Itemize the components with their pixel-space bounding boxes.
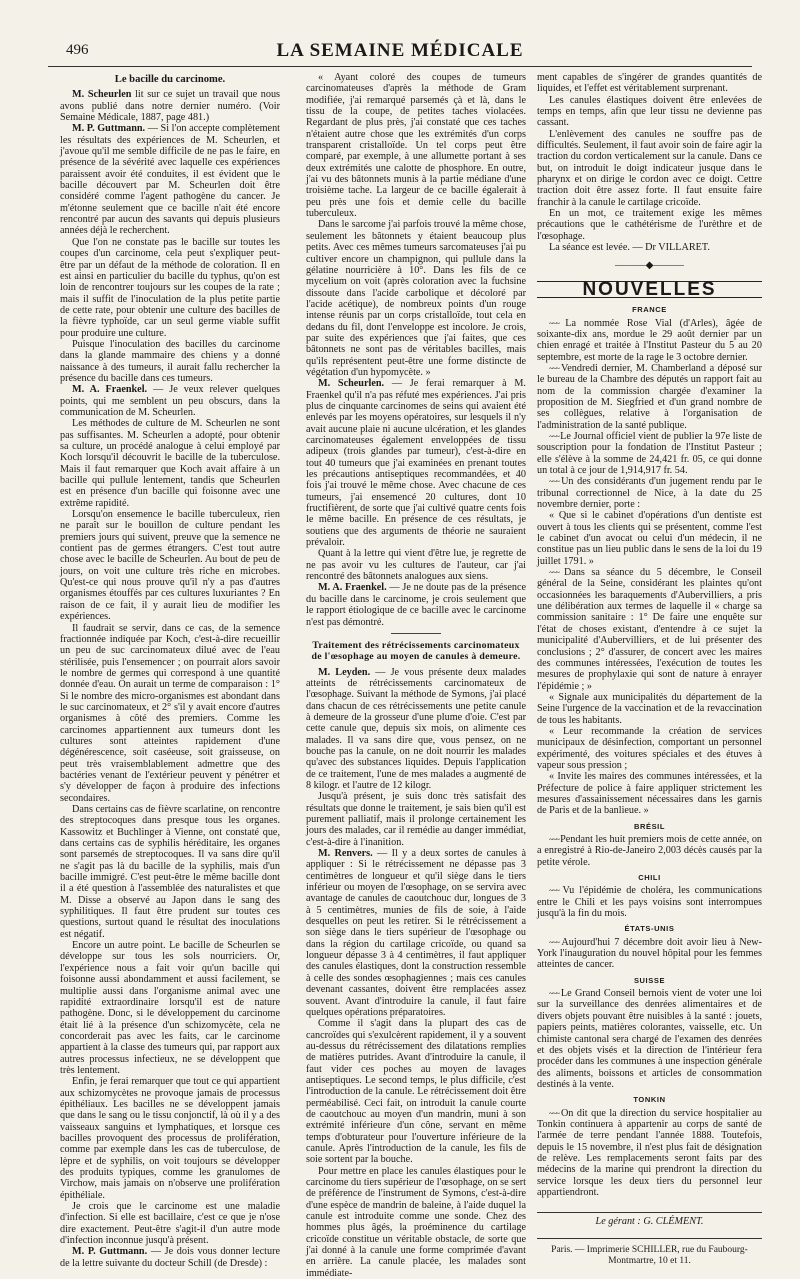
paragraph — [306, 582, 526, 627]
paragraph: Les canules élastiques doivent être enlevées de temps en temps, afin que leur tissu ne devienne pas cassant. — [537, 94, 762, 129]
news-text: Vu l'épidémie de choléra, les communications entre le Chili et les pays voisins sont interrompues jusqu'à la fin du mois. — [537, 885, 763, 920]
paragraph — [60, 1246, 280, 1269]
paragraph: Que l'on ne constate pas le bacille sur toutes les coupes d'un carcinome, cela peut s'expliquer peut-être par un défaut de la méthode de coloration. Il en est ainsi en particulier du bacille du typhus, qu'on est loin de rencontrer toujours sur les coupes de la rate ; mais il suffit de l'inoculation de la plus petite partie de cette rate, pour obtenir une culture des bacilles de la fièvre typhoïde, car un seul germe viable suffit pour produire une culture. — [60, 236, 280, 339]
news-item — [537, 363, 762, 431]
paragraph-text: — Je ferai remarquer à M. Fraenkel qu'il n'a pas réfuté mes expériences. J'ai pris plus de cinquante carcinomes de seins qui avaient été enlevés par les moyens opératoires, sur lesquels il n'y avait aucune plaie ni aucune ulcération, et les glandes carcinomateuses également enveloppées de tissu adipeux (trois glandes par tumeur), c'est-à-dire en tout 40 tumeurs que j'ai examinées en prenant toutes les précautions antiseptiques recommandées, et 40 fois j'ai trouvé le même chose. Avec chacune de ces tumeurs, j'ai ensemencé 20 cultures, dont 10 fructifièrent, de sorte que j'ai cultivé quatre cents fois le même bacille. En présence de ces résultats, je soutiens que des arguments de théorie ne sauraient prévaloir. — [306, 378, 526, 549]
paragraph — [60, 89, 280, 123]
paragraph: Jusqu'à présent, je suis donc très satisfait des résultats que donne le traitement, je sais bien qu'il est purement palliatif, mais il prolonge certainement les jours des malades, car il remédie au danger immédiat, c'est-à-dire à l'inanition. — [306, 791, 526, 848]
paragraph: Dans le sarcome j'ai parfois trouvé la même chose, seulement les bâtonnets y étaient beaucoup plus petits. Avec ces mêmes tumeurs sarcomateuses j'ai pu cultiver encore un champignon, qui pullule dans la gélatine nourricière à 10°. Dans les fils de ce mycelium on voit (après coloration avec la fuchsine dissoute dans l'acide carbolique et décoloré par l'acide acétique), de nombreux points d'un rouge intense réunis par un corps cristalloïde, tout cela en dedans du fil, dont l'enveloppe est incolore. Je crois, par suite des expériences que j'ai faites, que ces bâtonnets ne sont pas de véritables bacilles, mais qu'ils représentent peut-être une forme distincte de végétation d'un hypomycète. » — [306, 219, 526, 378]
news-quote: « Invite les maires des communes intéressées, et la Préfecture de police à faire appliquer strictement les mesures d'assainissement nécessaires dans les garnis de Paris et de la banlieue. » — [537, 771, 762, 817]
speaker: M. A. Fraenkel. — [72, 384, 148, 396]
tilde-mark-icon: ~~~ — [549, 835, 561, 844]
country-heading: SUISSE — [633, 975, 666, 985]
country-heading: BRÉSIL — [633, 821, 666, 831]
news-text: Aujourd'hui 7 décembre doit avoir lieu à New-York l'inauguration du nouvel hôpital pour les femmes atteintes de cancer. — [537, 936, 762, 971]
speaker: M. P. Guttmann. — [72, 1246, 148, 1258]
divider — [391, 633, 441, 634]
tilde-mark-icon: ~~~ — [549, 886, 563, 896]
paragraph-text: — Si l'on accepte complètement les résultats des expériences de M. Scheurlen, et j'avoue qu'il me semble difficile de ne pas le faire, en présence de la sévérité avec laquelle ces expériences paraissent avoir été conduites, il est évident que le bacille découvert par M. Scheurlen doit être considéré comme l'agent pathogène du cancer. Je m'étonne seulement que ce bacille n'ait été encore rencontré par aucun des savants qui depuis plusieurs années déjà le recherchent. — [60, 123, 280, 237]
news-item — [537, 885, 762, 919]
paragraph: Pour mettre en place les canules élastiques pour le carcinome du tiers supérieur de l'œsophage, on se sert de préférence de l'instrument de Symons, c'est-à-dire d'une espèce de mandrin de baleine, à l'aide duquel la canule est introduite comme une sonde. Chez des hommes plus âgés, la proéminence du cartilage cricoïde constitue un véritable obstacle, de sorte que j'ai donné à la canule une forme comprimée d'avant en arrière. La canule placée, les malades sont immédiate- — [306, 1165, 526, 1279]
country-heading: TONKIN — [633, 1095, 666, 1105]
paragraph: Comme il s'agit dans la plupart des cas de cancroïdes qui s'exulcèrent rapidement, il y a souvent au-dessus du rétrécissement des dilatations remplies de matières putrides. Avant d'introduire la canule, il faut vider ces poches au moyen de lavages antiseptiques. Le second temps, le plus difficile, c'est l'introduction de la canule. Le rétrécissement doit être perméabilisé. Ceci fait, on introduit la canule courte de caoutchouc au moyen d'un mandrin, muni à son extrémité inférieure d'un cône, servant en même temps d'obturateur pour l'ouverture inférieure de la canule. Après l'introduction de la canule, les fils de soie sortent par la bouche. — [306, 1018, 526, 1166]
news-text: Le Grand Conseil bernois vient de voter une loi sur la surveillance des denrées alimentaires et de divers objets pouvant être nuisibles à la santé : jouets, papiers peints, matières colorantes, vaisselle, etc. Un chimiste cantonal sera chargé de l'examen des denrées et des objets visés et la direction de l'intérieur fera procéder dans les communes à une inspection générale des aliments, boissons et articles de consommation destinés à la vente. — [537, 988, 762, 1090]
news-quote: « Signale aux municipalités du département de la Seine l'urgence de la vaccination et de la revaccination de tous les habitants. — [537, 691, 762, 726]
paragraph-text: lit sur ce sujet un travail que nous avons publié dans notre dernier numéro. (Voir Semaine Médicale, 1887, page 481.) — [60, 89, 281, 124]
paragraph: Quant à la lettre qui vient d'être lue, je regrette de ne pas avoir vu les cultures de l'auteur, car j'ai rencontré des bâtonnets analogues aux siens. — [306, 548, 526, 583]
news-text: Pendant les huit premiers mois de cette année, on a enregistré à Rio-de-Janeiro 2,003 décès causés par la petite vérole. — [537, 834, 763, 868]
tilde-mark-icon: ~~~ — [549, 477, 562, 487]
speaker: M. Scheurlen. — [318, 378, 385, 390]
news-item — [537, 834, 762, 868]
paragraph: Je crois que le carcinome est une maladie d'infection. Si elle est bacillaire, c'est ce que je n'ose dire exactement. Peut-être s'agit-il d'un autre mode d'infection inconnue jusqu'à présent. — [60, 1201, 280, 1247]
paragraph: En un mot, ce traitement exige les mêmes précautions que le cathétérisme de l'urèthre et de l'œsophage. — [537, 208, 762, 242]
page-header — [48, 40, 752, 62]
paragraph-text: — Je veux relever quelques points, qui me semblent un peu obscurs, dans la communication de M. Scheurlen. — [60, 384, 280, 418]
paragraph: Lorsqu'on ensemence le bacille tuberculeux, rien ne paraît sur le bouillon de culture pendant les premiers jours qui suivent, preuve que la semence ne contient pas de germes étrangers. C'est tout autre chose avec le bacille de Scheurlen. Au bout de peu de jours, on voit une culture très riche en microbes. Qu'est-ce qui nous prouve qu'il n'y a pas d'autres organismes étouffés par ces cultures luxuriantes ? En raison de ce fait, il y aurait lieu de modifier les expériences. — [60, 509, 280, 623]
paragraph-text: — Je vous présente deux malades atteints de rétrécissements carcinomateux de l'œsophage. Suivant la méthode de Symons, j'ai placé dans chacun de ces rétrécissements une petite canule à demeure de la grosseur d'une plume d'oie. C'est par cette canule que, depuis six mois, on alimente ces malades. Il va sans dire que, vous pensez, on ne bouche pas la canule, on ne doit nourrir les malades qu'avec des substances liquides. Depuis l'application de ce traitement, l'une de mes malades a augmenté de 8 kilogr. et l'autre de 12 kilogr. — [306, 666, 526, 791]
paragraph-text: — Je ne doute pas de la présence du bacille dans le carcinome, je crois seulement que le rapport étiologique de ce bacille avec le carcinome n'est pas démontré. — [306, 582, 526, 628]
country-heading: CHILI — [638, 873, 661, 883]
paragraph: Les méthodes de culture de M. Scheurlen ne sont pas suffisantes. M. Scheurlen a adopté, pour obtenir sa culture, un procédé analogue à celui employé par Koch lorsqu'il découvrit le bacille de la tuberculose. Mais il faut remarquer que Koch avait affaire à un bacille qui pullule lentement, tandis que Scheurlen est en présence d'un bacille qui foisonne avec une extrême rapidité. — [60, 418, 280, 509]
tilde-mark-icon: ~~~ — [549, 431, 561, 441]
publisher-signature: Le gérant : G. CLÉMENT. — [537, 1212, 762, 1227]
news-item — [537, 567, 762, 692]
column-1 — [60, 72, 280, 1269]
paragraph — [60, 384, 280, 418]
paragraph — [306, 378, 526, 548]
paragraph: ment capables de s'ingérer de grandes quantités de liquides, et l'effet est véritablement surprenant. — [537, 72, 762, 95]
section-title: Traitement des rétrécissements carcinomateux de l'œsophage au moyen de canules à demeure. — [311, 639, 521, 663]
news-item — [537, 318, 762, 363]
ornament-divider: ———◆——— — [615, 259, 684, 271]
section-title: Le bacille du carcinome. — [114, 74, 226, 85]
country-heading: ÉTATS-UNIS — [624, 924, 675, 934]
speaker: M. Leyden. — [318, 666, 371, 678]
tilde-mark-icon: ~~~ — [549, 937, 562, 947]
page-number: 496 — [66, 42, 89, 58]
paragraph: Dans certains cas de fièvre scarlatine, on rencontre des streptocoques dans presque tous les organes. Kassowitz et Buchlinger à Vienne, ont constaté que, dans certains cas de syphilis héréditaire, les organes sont parsemés de streptocoques. Il va sans dire qu'il ne s'agit pas là du bacille de la syphilis, mais d'un bacille immigré. C'est peut-être le même bacille dont il a été question à l'assemblée des naturalistes et que M. Disse a observé au Japon dans le sang des syphilitiques. Il faut être prudent sur toutes ces questions, surtout quand le résultat des inoculations est négatif. — [60, 804, 280, 940]
journal-title: LA SEMAINE MÉDICALE — [276, 40, 524, 61]
paragraph: « Ayant coloré des coupes de tumeurs carcinomateuses d'après la méthode de Gram modifiée, j'ai remarqué parsemés çà et là, dans le tissu de la coupe, de petites taches violacées. Regardant de plus près, j'ai constaté que ces taches n'étaient autre chose que les extrémités d'un corps transparent cristalloïde. Un tel corps peut être comparé, par exemple, à une allumette portant à ses deux extrémités une calotte de phosphore. En outre, j'ai vu des bâtonnets munis à la partie médiane d'une troisième tache. La largeur de ce bacille égalerait à peu près une fois et demie celle du bacille tuberculeux. — [306, 72, 526, 220]
news-text: La nommée Rose Vial (d'Arles), âgée de soixante-dix ans, mordue le 29 août dernier par un chien enragé et traitée à l'Institut Pasteur du 5 au 20 septembre, est morte de la rage le 3 octobre dernier. — [537, 317, 762, 363]
column-2 — [306, 72, 526, 1279]
paragraph: Il faudrait se servir, dans ce cas, de la semence fractionnée indiquée par Koch, c'est-à-dire recueillir un peu de suc carcinomateux dilué avec de l'eau stérilisée, puis l'ensemencer ; on pourrait alors savoir le nombre de germes qui correspond à une quantité donnée d'eau. On aurait un terme de comparaison : 1° Si le nombre des micro-organismes est abondant dans le suc carcinomateux, et 2° s'il y avait encore d'autres organismes à côté des premiers. Comme les carcinomes appartiennent aux tumeurs dont les cultures sont atteintes rapidement d'une dégénérescence, soit caséeuse, soit graisseuse, on peut très vraisemblablement admettre que des bactéries venant de l'extérieur peuvent y pénétrer et s'y développer de façon à produire des infections secondaires. — [60, 622, 280, 804]
paragraph-text: — Je dois vous donner lecture de la lettre suivante du docteur Schill (de Dresde) : — [60, 1246, 280, 1269]
paragraph — [306, 667, 526, 792]
tilde-mark-icon: ~~~ — [549, 1108, 561, 1118]
tilde-mark-icon: ~~~ — [549, 363, 562, 373]
news-text: On dit que la direction du service hospitalier au Tonkin continuera à appartenir au corps de santé de l'armée de terre pendant l'année 1888. Toutefois, depuis le 15 novembre, il n'est plus fait de désignation de relève. Les remplacements seront faits par des médecins de la marine qui prendront la direction du service lorsque les deux tiers du personnel leur appartiendront. — [537, 1107, 762, 1198]
news-heading: NOUVELLES — [537, 281, 762, 298]
news-item — [537, 988, 762, 1090]
news-text: Le Journal officiel vient de publier la 97e liste de souscription pour la fondation de l'Institut Pasteur ; elle s'élève à la somme de 24,421 fr. 05, ce qui donne un total à ce jour de 1,914,917 fr. 54. — [537, 430, 763, 476]
paragraph — [306, 848, 526, 1018]
speaker: M. A. Fraenkel. — [318, 582, 387, 594]
paragraph-text: — Il y a deux sortes de canules à appliquer : Si le rétrécissement ne dépasse pas 3 centimètres de longueur et qu'il siège dans le tiers inférieur ou moyen de l'œsophage, on se servira avec avantage de canules de caoutchouc dur, longues de 3 à 5 centimètres, munies de fils de soie, à l'aide desquelles on peut les retirer. Si le rétrécissement a son siège dans le tiers supérieur de l'œsophage ou dans la région du cartilage cricoïde, ou quand sa longueur dépasse 3 à 4 centimètres, il faut appliquer des canules élastiques, dont la construction ressemble à celle des sondes œsophagiennes ; mais ces canules devenant cassantes, doivent être remplacées assez souvent. Avant d'introduire la canule, il faut faire quelques opérations préparatoires. — [306, 848, 527, 1018]
news-item — [537, 937, 762, 971]
paragraph: Puisque l'inoculation des bacilles du carcinome dans la glande mammaire des chiens y a donné naissance à des tumeurs, il aurait fallu rechercher la présence du bacille dans ces tumeurs. — [60, 338, 280, 384]
paragraph: La séance est levée. — Dr VILLARET. — [549, 242, 710, 254]
news-item — [537, 476, 762, 510]
printer-imprint: Paris. — Imprimerie SCHILLER, rue du Faubourg-Montmartre, 10 et 11. — [537, 1238, 762, 1268]
tilde-mark-icon: ~~~ — [549, 568, 564, 578]
country-heading: FRANCE — [632, 305, 667, 315]
header-rule — [48, 66, 752, 67]
news-text: Dans sa séance du 5 décembre, le Conseil général de la Seine, considérant les plaintes qu'ont occasionnées les baraquements d'Aubervilliers, a pris une délibération aux termes de laquelle il « charge sa commission sanitaire : 1° De faire une enquête sur l'état de choses existant, d'entendre à ce sujet la municipalité d'Aubervilliers, et de lui présenter des conclusions ; 2° d'assurer, de concert avec les maires des communes intéressées, l'exécution de toutes les mesures de prophylaxie qui sont de nature à enrayer l'épidémie ; » — [537, 567, 762, 692]
news-item — [537, 431, 762, 476]
paragraph — [60, 123, 280, 236]
news-item — [537, 1108, 762, 1199]
news-quote: « Leur recommande la création de services municipaux de désinfection, comportant un personnel expérimenté, des voitures spéciales et des étuves à vapeur sous pression ; — [537, 725, 762, 771]
tilde-mark-icon: ~~~ — [549, 318, 566, 328]
news-quote: « Que si le cabinet d'opérations d'un dentiste est ouvert à tous les clients qui se présentent, comme l'est le cabinet d'un avocat ou celui d'un médecin, il ne constitue pas un lieu public dans le sens de la loi du 19 juillet 1791. » — [537, 510, 762, 567]
paragraph: L'enlèvement des canules ne souffre pas de difficultés. Seulement, il faut avoir soin de faire agir la traction du cordon verticalement sur la canule. Dans ce but, on introduit le doigt indicateur jusque dans le pharynx et on dirige le cordon avec ce doigt. Cettre traction doit être assez forte. Il faut ensuite faire franchir à la canule le cartilage cricoïde. — [537, 128, 762, 208]
speaker: M. P. Guttmann. — [72, 123, 146, 135]
speaker: M. Scheurlen — [72, 89, 132, 101]
column-3 — [537, 72, 762, 1267]
paragraph: Enfin, je ferai remarquer que tout ce qui appartient aux schizomycètes ne provoque jamais de processus épithéliaux. Les bacilles ne se développent jamais que dans le sang ou le tissu conjonctif, là où il y a des vaisseaux sanguins et lymphatiques, et lorsque ces bacilles provoquent des processus de prolifération, comme par exemple dans les cas de tuberculose, de lèpre et de syphilis, on voit toujours se développer des produits typiques, comme les granulomes de Virchow, mais jamais on n'observe une prolifération épithéliale. — [60, 1076, 280, 1201]
news-text: Vendredi dernier, M. Chamberland a déposé sur le bureau de la Chambre des députés un rapport fait au nom de la commission chargée d'examiner la proposition de M. Siegfried et d'un grand nombre de ses collègues, relative à l'organisation de l'administration de la santé publique. — [537, 362, 762, 431]
paragraph: Encore un autre point. Le bacille de Scheurlen se développe sur tous les sols nourriciers. Or, l'expérience nous a fait voir qu'un bacille qui foisonne aussi abondamment et aussi facilement, se multiplie aussi dans l'organisme animal avec une rapidité extraordinaire lorsqu'il est de nature pathogène. Donc, si le développement du carcinome était lié à la présence d'un schizomycète, cela ne concorderait pas avec les faits, car le carcinome appartient à la classe des tumeurs qui, par rapport aux autres processus infectieux, ne se développent que très lentement. — [60, 940, 280, 1076]
speaker: M. Renvers. — [318, 848, 373, 860]
news-text: Un des considérants d'un jugement rendu par le tribunal correctionnel de Nice, à la date du 25 novembre dernier, porte : — [537, 476, 763, 511]
tilde-mark-icon: ~~~ — [549, 989, 561, 999]
